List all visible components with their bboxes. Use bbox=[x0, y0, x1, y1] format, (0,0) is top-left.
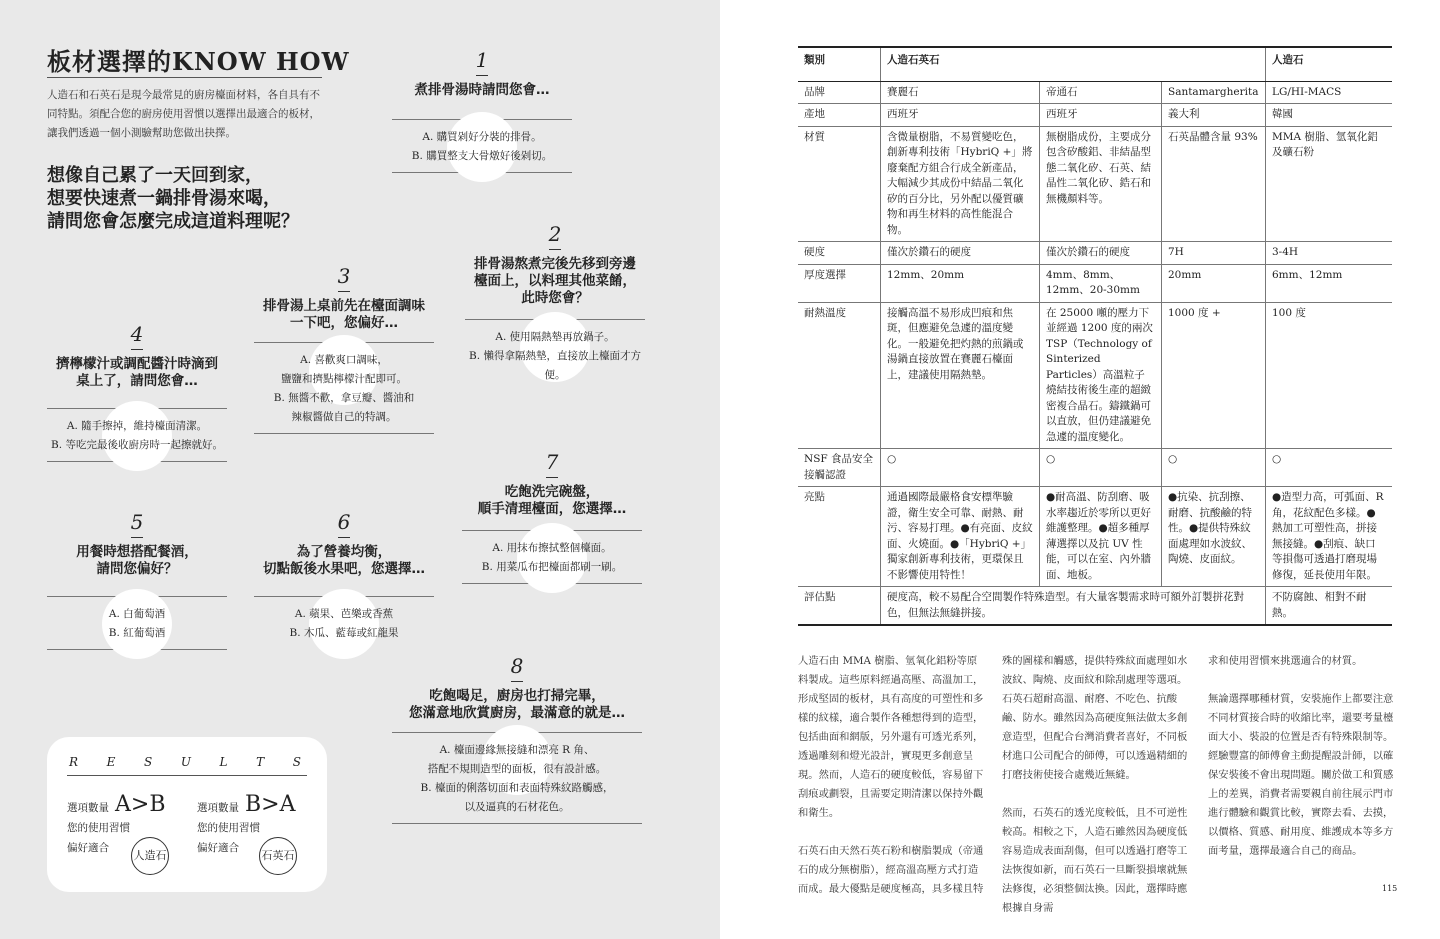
table-cell: 3-4H bbox=[1266, 242, 1393, 265]
table-row bbox=[798, 587, 1392, 626]
result-ratio: A>B bbox=[115, 792, 166, 817]
paragraph: 人造石由 MMA 樹脂、氫氧化鋁粉等原料製成。這些原料經過高壓、高溫加工，形成堅固的板材，具有高度的可塑性和多樣的紋樣，適合製作各種想得到的造型，包括曲面和網版，另外還有可透光系列，透過雕刻和燈光設計，實現更多創意呈現。然而，人造石的硬度較低，容易留下刮痕或劃裂，且需要定期清潔以保持外觀和衛生。 bbox=[798, 655, 984, 819]
divider bbox=[67, 775, 307, 776]
body-column-3 bbox=[1208, 652, 1396, 861]
answer-b: B. 木瓜、藍莓或紅龍果 bbox=[289, 627, 399, 639]
answer-b: B. 等吃完最後收廚房時一起擦就好。 bbox=[51, 439, 223, 451]
table-cell: 通過國際最嚴格食安標準驗證，衛生安全可靠、耐熱、耐污、容易打理。●有亮面、皮紋面、火燒面。●「HybriQ +」獨家創新專利技術，更環保且不影響使用特性！ bbox=[881, 487, 1040, 587]
table-cell: 帝通石 bbox=[1040, 81, 1162, 104]
table-row bbox=[798, 487, 1392, 587]
answer-b: B. 懶得拿隔熱墊，直接放上檯面才方便。 bbox=[469, 350, 641, 381]
question-3 bbox=[254, 264, 434, 434]
table-row bbox=[798, 264, 1392, 302]
result-label: 選項數量 bbox=[197, 802, 239, 814]
table-cell: 6mm、12mm bbox=[1266, 264, 1393, 302]
comparison-table bbox=[798, 46, 1392, 626]
results-letter: S bbox=[292, 755, 301, 769]
header-cell: 類別 bbox=[798, 47, 881, 81]
table-row bbox=[798, 449, 1392, 487]
result-badge: 石英石 bbox=[259, 837, 297, 875]
question-number: 3 bbox=[337, 264, 351, 288]
answer-b-cont: 辣椒醬做自己的特調。 bbox=[291, 411, 397, 423]
results-letter: S bbox=[144, 755, 153, 769]
answer-b: B. 紅葡萄酒 bbox=[108, 627, 166, 639]
answer-a: A. 白葡萄酒 bbox=[108, 608, 166, 620]
question-number: 7 bbox=[545, 450, 559, 474]
prompt-line: 想像自己累了一天回到家， bbox=[47, 165, 263, 186]
divider bbox=[392, 823, 642, 824]
question-text-line: 用餐時想搭配餐酒， bbox=[76, 544, 198, 560]
result-a bbox=[67, 792, 187, 862]
result-ratio: B>A bbox=[245, 792, 296, 817]
answer-a: A. 使用隔熱墊再放鍋子。 bbox=[495, 331, 615, 343]
divider bbox=[254, 433, 434, 434]
row-label: 硬度 bbox=[798, 242, 881, 265]
row-label: 厚度選擇 bbox=[798, 264, 881, 302]
question-text: 煮排骨湯時請問您會… bbox=[414, 82, 550, 98]
right-page bbox=[720, 0, 1440, 939]
question-text-line: 一下吧，您偏好… bbox=[290, 315, 398, 331]
results-letter: E bbox=[106, 755, 116, 769]
question-8 bbox=[392, 654, 642, 824]
table-cell: 西班牙 bbox=[881, 104, 1040, 127]
divider bbox=[338, 291, 350, 292]
table-cell: LG/HI-MACS bbox=[1266, 81, 1393, 104]
answer-a: A. 蘋果、芭樂或香蕉 bbox=[294, 608, 394, 620]
answer-b-cont: 以及逼真的石材花色。 bbox=[464, 801, 570, 813]
question-number: 4 bbox=[130, 322, 144, 346]
answer-a: A. 隨手擦掉，維持檯面清潔。 bbox=[66, 420, 208, 432]
row-label: NSF 食品安全接觸認證 bbox=[798, 449, 881, 487]
table-cell: ○ bbox=[881, 449, 1040, 487]
question-text-line: 排骨湯熬煮完後先移到旁邊 bbox=[474, 256, 636, 272]
scenario-prompt bbox=[47, 164, 347, 233]
answers bbox=[462, 531, 642, 577]
answers bbox=[465, 320, 645, 385]
table-cell: 12mm、20mm bbox=[881, 264, 1040, 302]
table-cell: 4mm、8mm、12mm、20-30mm bbox=[1040, 264, 1162, 302]
divider bbox=[549, 249, 561, 250]
divider bbox=[476, 75, 488, 76]
question-1 bbox=[392, 48, 572, 173]
paragraph: 無論選擇哪種材質，安裝施作上都要注意不同材質接合時的收縮比率，還要考量檯面大小、裝設的位置是否有特殊限制等。經驗豐富的師傅會主動提醒設計師，以確保安裝後不會出現問題。關於做工和質感上的差異，消費者需要親自前往展示門市進行體驗和觀賞比較，實際去看、去摸，以價格、質感、耐用度、維護成本等多方面考量，選擇最適合自己的商品。 bbox=[1208, 693, 1394, 857]
question-text-line: 桌上了，請問您會… bbox=[76, 373, 198, 389]
prompt-line: 請問您會怎麼完成這道料理呢？ bbox=[47, 211, 299, 232]
body-column-2 bbox=[1002, 652, 1190, 918]
answer-b: B. 購買整支大骨燉好後剁切。 bbox=[411, 150, 553, 162]
answer-a: A. 購買剁好分裝的排骨。 bbox=[422, 131, 542, 143]
answers bbox=[47, 409, 227, 455]
question-text-line: 您滿意地欣賞廚房，最滿意的就是… bbox=[409, 705, 625, 721]
table-cell: 僅次於鑽石的硬度 bbox=[881, 242, 1040, 265]
answer-b: B. 無醬不歡，拿豆瓣、醬油和 bbox=[273, 392, 415, 404]
question-5 bbox=[47, 510, 227, 650]
table-cell: 義大利 bbox=[1162, 104, 1266, 127]
table-cell: ○ bbox=[1162, 449, 1266, 487]
answers bbox=[392, 120, 572, 166]
table-cell: 不防腐蝕、相對不耐熱。 bbox=[1266, 587, 1393, 626]
paragraph: 殊的圖樣和觸感，提供特殊紋面處理如水波紋、陶燒、皮面紋和除刮處理等選項。石英石超耐高溫、耐磨、不吃色、抗酸鹼、防水。雖然因為高硬度無法做太多創意造型，但配合台灣消費者喜好，不同板材進口公司配合的師傅，可以透過精細的打磨技術使接合處幾近無縫。 bbox=[1002, 655, 1188, 781]
table-row bbox=[798, 242, 1392, 265]
table-cell: ●耐高溫、防刮磨、吸水率趨近於零所以更好維護整理。●超多種厚薄選擇以及抗 UV 性能，可以在室、內外牆面、地板。 bbox=[1040, 487, 1162, 587]
question-number: 2 bbox=[548, 222, 562, 246]
answer-a-cont: 搭配不規則造型的面板，很有設計感。 bbox=[427, 763, 607, 775]
question-4 bbox=[47, 322, 227, 462]
result-line: 您的使用習慣 bbox=[197, 822, 260, 834]
question-text-line: 請問您偏好？ bbox=[96, 561, 178, 577]
table-cell: 接觸高溫不易形成凹痕和焦斑，但應避免急遽的溫度變化。一般避免把灼熱的煎鍋或湯鍋直接放置在賽麗石檯面上，建議使用隔熱墊。 bbox=[881, 302, 1040, 449]
results-letter: U bbox=[180, 755, 191, 769]
paragraph: 石英石由天然石英石粉和樹脂製成（帝通石的成分無樹脂），經高溫高壓方式打造而成。最大優點是硬度極高，具多樣且特 bbox=[798, 845, 984, 895]
question-number: 5 bbox=[130, 510, 144, 534]
table-cell: ○ bbox=[1040, 449, 1162, 487]
row-label: 材質 bbox=[798, 126, 881, 242]
answer-a-cont: 鹽鹽和擠點檸檬汁配即可。 bbox=[281, 373, 407, 385]
result-badge: 人造石 bbox=[131, 837, 169, 875]
question-text-line: 切點飯後水果吧，您選擇… bbox=[263, 561, 425, 577]
result-line: 偏好適合 bbox=[197, 842, 239, 854]
question-6 bbox=[254, 510, 434, 643]
table-cell: ●造型力高，可弧面、R 角，花紋配色多樣。●熱加工可塑性高，拼接無接縫。●刮痕、缺口等損傷可透過打磨現場修復，延長使用年限。 bbox=[1266, 487, 1393, 587]
question-text-line: 順手清理檯面，您選擇… bbox=[477, 501, 627, 517]
table-row bbox=[798, 126, 1392, 242]
row-label: 評估點 bbox=[798, 587, 881, 626]
divider bbox=[338, 537, 350, 538]
table-cell: Santamargherita bbox=[1162, 81, 1266, 104]
table-cell: 西班牙 bbox=[1040, 104, 1162, 127]
results-heading bbox=[69, 755, 301, 769]
body-column-1 bbox=[798, 652, 986, 899]
divider bbox=[131, 349, 143, 350]
result-b bbox=[197, 792, 317, 862]
table-cell: 無樹脂成份，主要成分包含矽酸鋁、非結晶型態二氧化矽、石英、結晶性二氧化矽、鋯石和無機顏料等。 bbox=[1040, 126, 1162, 242]
question-text-line: 此時您會？ bbox=[521, 290, 589, 306]
table-cell: ●抗染、抗刮擦、耐磨、抗酸鹼的特性。●提供特殊紋面處理如水波紋、陶燒、皮面紋。 bbox=[1162, 487, 1266, 587]
question-text-line: 排骨湯上桌前先在檯面調味 bbox=[263, 298, 425, 314]
title-divider bbox=[47, 77, 322, 78]
results-box bbox=[47, 737, 327, 892]
question-number: 8 bbox=[510, 654, 524, 678]
row-label: 品牌 bbox=[798, 81, 881, 104]
header-cell: 人造石英石 bbox=[881, 47, 1266, 81]
question-text-line: 為了營養均衡， bbox=[296, 544, 392, 560]
divider bbox=[546, 477, 558, 478]
table-row bbox=[798, 81, 1392, 104]
result-label: 選項數量 bbox=[67, 802, 109, 814]
answer-b: B. 用菜瓜布把檯面都刷一刷。 bbox=[481, 561, 623, 573]
answer-a: A. 檯面邊緣無接縫和漂亮 R 角、 bbox=[439, 744, 595, 756]
divider bbox=[511, 681, 523, 682]
table-cell: 20mm bbox=[1162, 264, 1266, 302]
prompt-line: 想要快速煮一鍋排骨湯來喝， bbox=[47, 188, 281, 209]
row-label: 耐熱溫度 bbox=[798, 302, 881, 449]
answer-a: A. 喜歡爽口調味， bbox=[300, 354, 388, 366]
divider bbox=[131, 537, 143, 538]
question-text-line: 擠檸檬汁或調配醬汁時滴到 bbox=[56, 356, 218, 372]
table-row bbox=[798, 104, 1392, 127]
table-row bbox=[798, 302, 1392, 449]
table-cell: 在 25000 噸的壓力下並經過 1200 度的兩次 TSP（Technology of Sinterized Particles）高溫粒子燒結技術後生產的超緻密複合晶石。鑄鐵鍋可以直放，但仍建議避免急遽的溫度變化。 bbox=[1040, 302, 1162, 449]
question-text-line: 吃飽喝足，廚房也打掃完畢， bbox=[429, 688, 605, 704]
question-number: 1 bbox=[475, 48, 489, 72]
table-cell: 100 度 bbox=[1266, 302, 1393, 449]
table-header bbox=[798, 47, 1392, 81]
table-cell: 含微量樹脂，不易質變吃色，創新專利技術「HybriQ +」將廢棄配方組合行成全新產品，大幅減少其成份中結晶二氧化矽的百分比，另外配以優質礦物和再生材料的高性能混合物。 bbox=[881, 126, 1040, 242]
result-line: 您的使用習慣 bbox=[67, 822, 130, 834]
results-letter: T bbox=[256, 755, 265, 769]
row-label: 亮點 bbox=[798, 487, 881, 587]
table-cell: 僅次於鑽石的硬度 bbox=[1040, 242, 1162, 265]
table-cell: 石英晶體含量 93% bbox=[1162, 126, 1266, 242]
answers bbox=[254, 597, 434, 643]
answers bbox=[254, 343, 434, 427]
question-number: 6 bbox=[337, 510, 351, 534]
paragraph: 然而，石英石的透光度較低，且不可逆性較高。相較之下，人造石雖然因為硬度低容易造成表面刮傷，但可以透過打磨等工法恢復如新，而石英石一旦斷裂損壞就無法修復，必須整個汰換。因此，選擇時應根據自身需 bbox=[1002, 807, 1188, 914]
question-text-line: 檯面上，以料理其他菜餚， bbox=[474, 273, 636, 289]
intro-text: 人造石和石英石是現今最常見的廚房檯面材料，各自具有不同特點。須配合您的廚房使用習慣以選擇出最適合的板材，讓我們透過一個小測驗幫助您做出抉擇。 bbox=[47, 89, 320, 139]
table-cell: ○ bbox=[1266, 449, 1393, 487]
page-title: 板材選擇的KNOW HOW bbox=[47, 47, 350, 76]
table-cell: MMA 樹脂、氫氧化鋁及礦石粉 bbox=[1266, 126, 1393, 242]
table-cell: 賽麗石 bbox=[881, 81, 1040, 104]
row-label: 產地 bbox=[798, 104, 881, 127]
question-text-line: 吃飽洗完碗盤， bbox=[504, 484, 600, 500]
table-cell: 硬度高，較不易配合空間製作特殊造型。有大量客製需求時可額外訂製拼花對色，但無法無縫拼接。 bbox=[881, 587, 1266, 626]
table-cell: 7H bbox=[1162, 242, 1266, 265]
table-cell: 韓國 bbox=[1266, 104, 1393, 127]
results-letter: R bbox=[69, 755, 79, 769]
paragraph: 求和使用習慣來挑選適合的材質。 bbox=[1208, 655, 1363, 667]
answer-b: B. 檯面的俐落切面和表面特殊紋路觸感， bbox=[420, 782, 614, 794]
table-cell: 1000 度 + bbox=[1162, 302, 1266, 449]
answer-a: A. 用抹布擦拭整個檯面。 bbox=[492, 542, 612, 554]
answers bbox=[47, 597, 227, 643]
results-letter: L bbox=[219, 755, 228, 769]
question-7 bbox=[462, 450, 642, 584]
question-2 bbox=[465, 222, 645, 385]
answers bbox=[392, 733, 642, 817]
page-number: 115 bbox=[1382, 884, 1398, 893]
result-line: 偏好適合 bbox=[67, 842, 109, 854]
header-cell: 人造石 bbox=[1266, 47, 1393, 81]
